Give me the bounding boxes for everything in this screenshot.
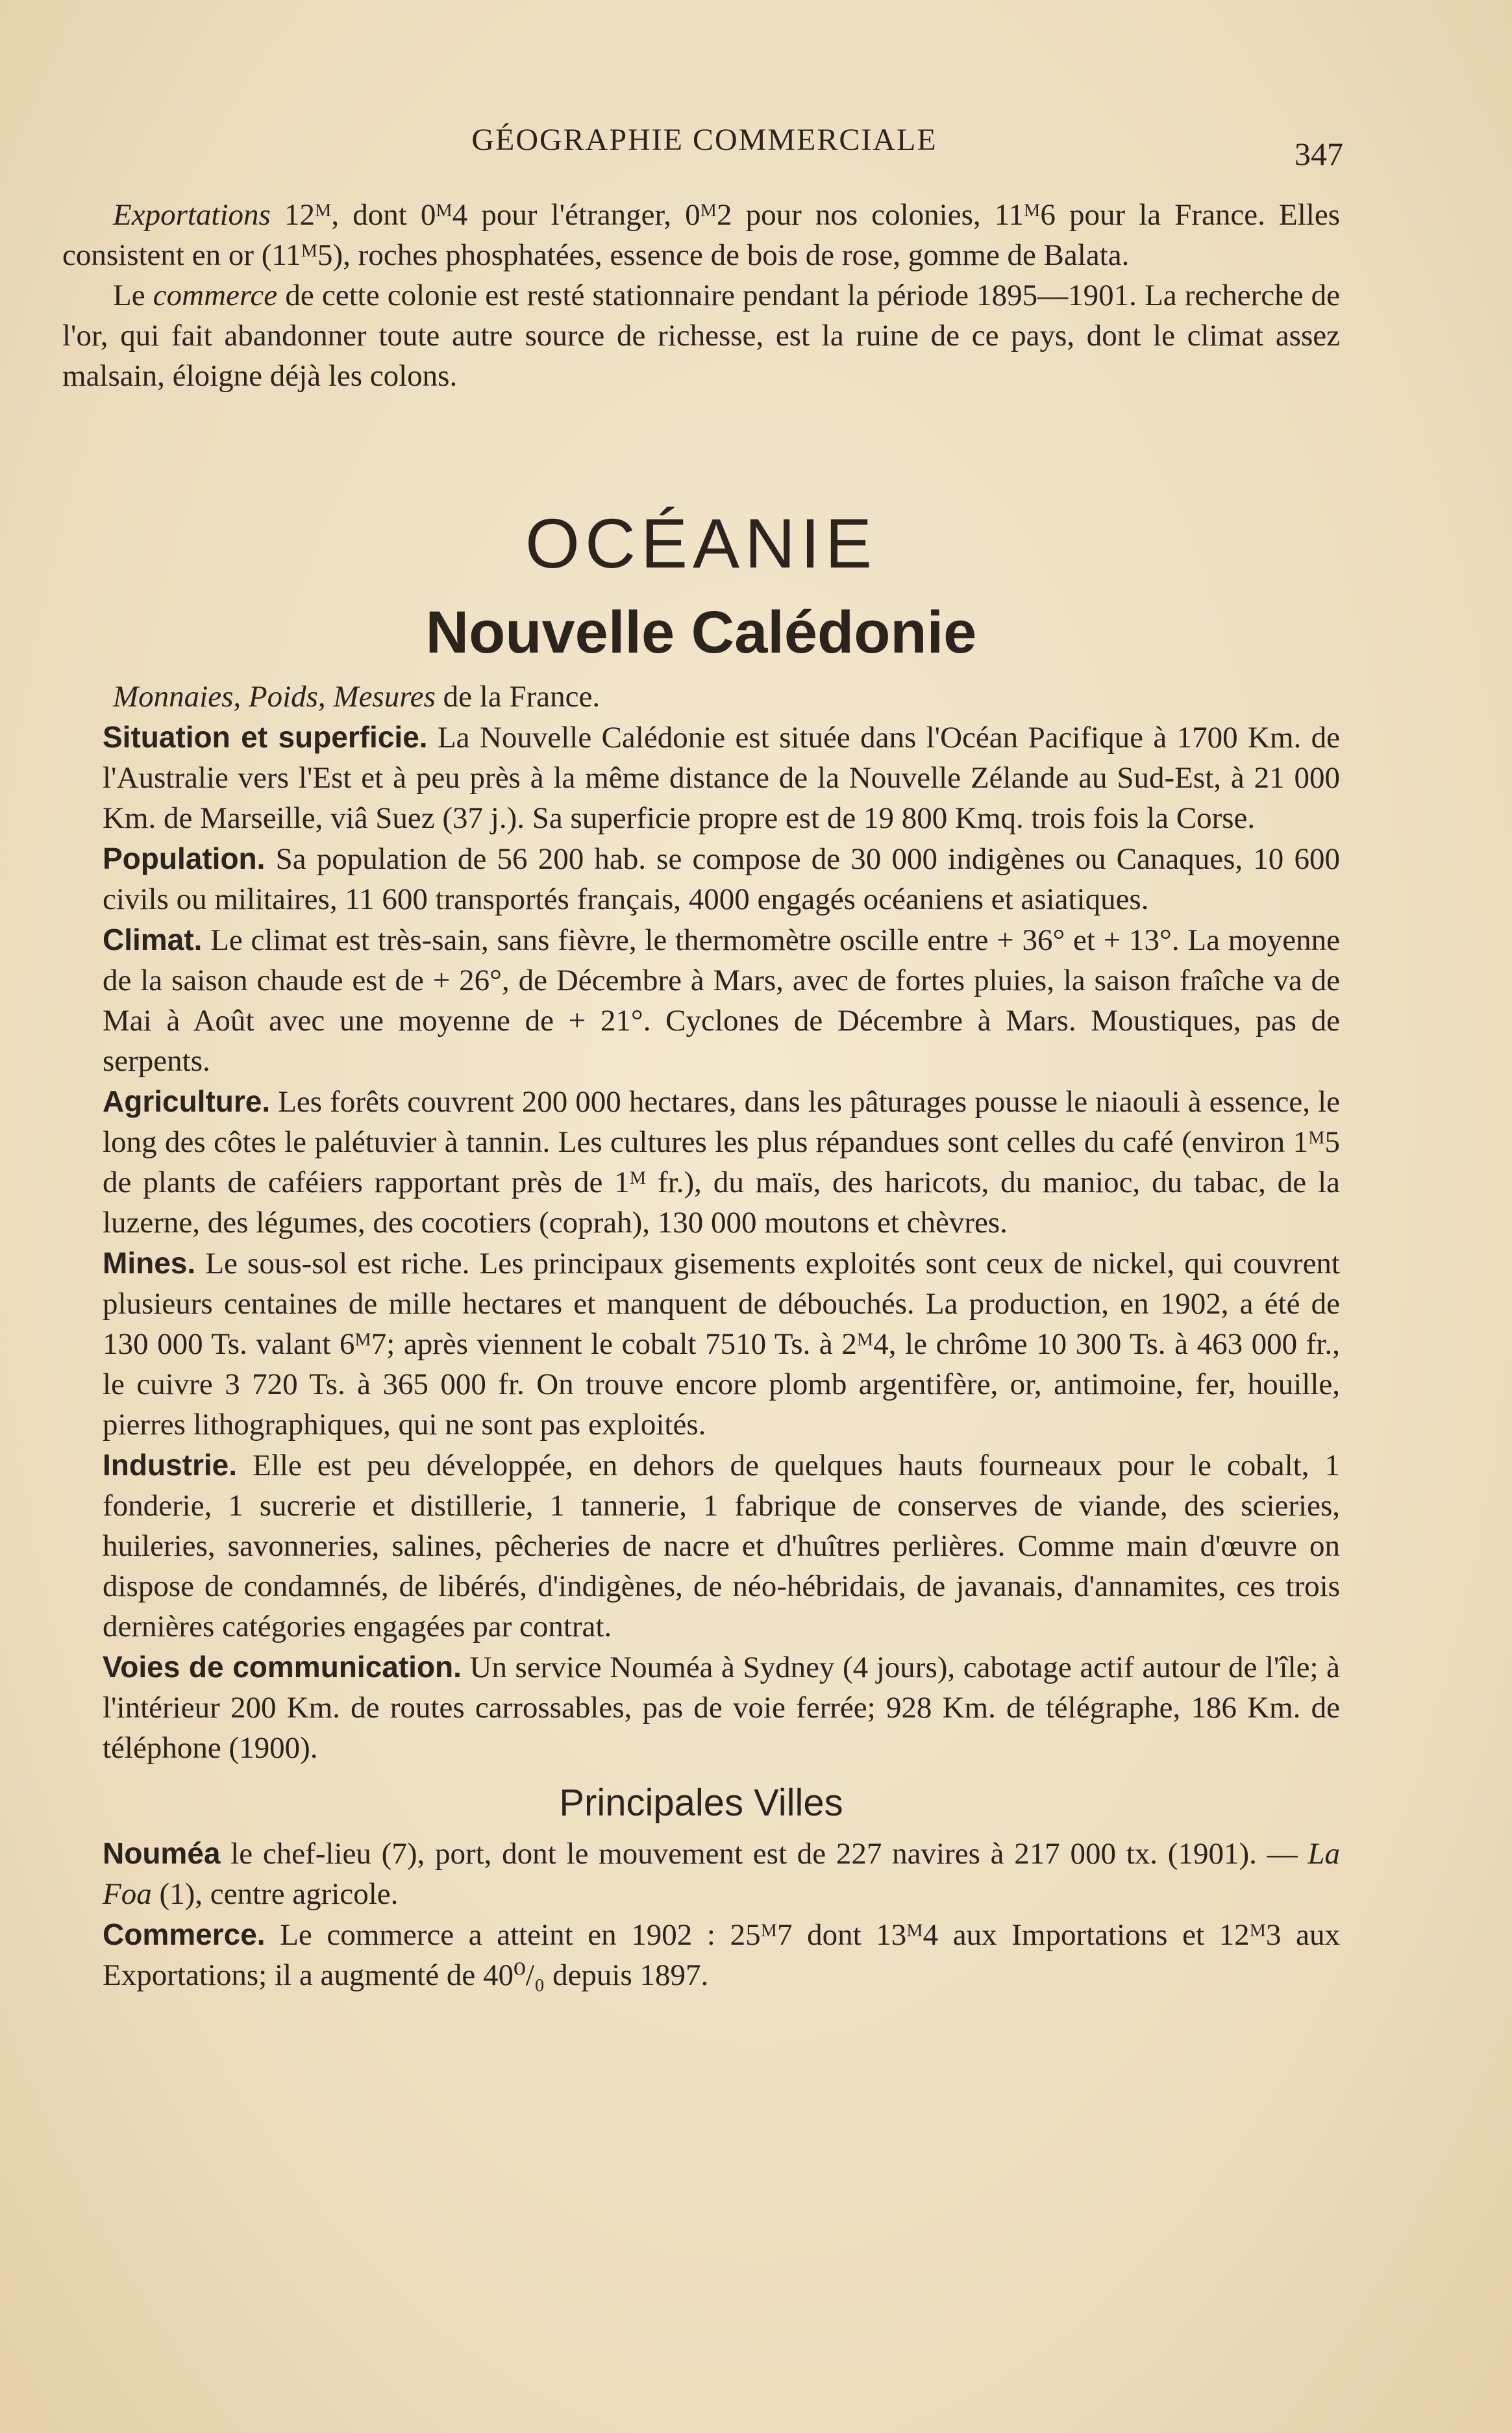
industrie-heading: Industrie. bbox=[103, 1448, 238, 1482]
exportations-paragraph bbox=[62, 195, 1340, 275]
lafoa-text: (1), centre agricole. bbox=[151, 1877, 399, 1911]
situation-paragraph bbox=[62, 717, 1340, 838]
population-heading: Population. bbox=[103, 842, 266, 875]
villes-heading: Principales Villes bbox=[559, 1782, 843, 1824]
agriculture-paragraph bbox=[62, 1081, 1340, 1243]
noumea-paragraph bbox=[62, 1833, 1340, 1914]
mines-paragraph bbox=[62, 1243, 1340, 1445]
section-title: OCÉANIE bbox=[525, 504, 878, 582]
situation-heading: Situation et superficie. bbox=[103, 720, 428, 754]
climat-text: Le climat est très-sain, sans fièvre, le thermomètre oscille entre + 36° et + 13°. La moyenne de la saison chaude est de + 26°, de Décembre à Mars, avec de fortes pluies, la saison fraîche va de Mai à Août avec une moyenne de + 21°. Cyclones de Décembre à Mars. Moustiques, pas de serpents. bbox=[103, 923, 1340, 1078]
agriculture-text: Les forêts couvrent 200 000 hectares, dans les pâturages pousse le niaouli à essence, le long des côtes le palétuvier à tannin. Les cultures les plus répandues sont celles du café (environ 1ᴹ5 de plants de caféiers rapportant près de 1ᴹ fr.), du maïs, des haricots, du manioc, du tabac, de la luzerne, des légumes, des cocotiers (coprah), 130 000 moutons et chèvres. bbox=[103, 1085, 1340, 1240]
monnaies-text: de la France. bbox=[435, 680, 601, 714]
commerce-total-text: Le commerce a atteint en 1902 : 25ᴹ7 dont 13ᴹ4 aux Importations et 12ᴹ3 aux Exportations; il a augmenté de 40⁰/₀ depuis 1897. bbox=[103, 1918, 1340, 1992]
commerce-total-paragraph bbox=[62, 1914, 1340, 1995]
agriculture-heading: Agriculture. bbox=[103, 1084, 271, 1118]
monnaies-paragraph bbox=[62, 677, 1340, 717]
commerce-start: Le bbox=[113, 279, 153, 312]
running-title: GÉOGRAPHIE COMMERCIALE bbox=[471, 123, 937, 157]
situation-text: La Nouvelle Calédonie est située dans l'Océan Pacifique à 1700 Km. de l'Australie vers l'Est et à peu près à la même distance de la Nouvelle Zélande au Sud-Est, à 21 000 Km. de Marseille, viâ Suez (37 j.). Sa superficie propre est de 19 800 Kmq. trois fois la Corse. bbox=[103, 721, 1341, 835]
commerce-label: commerce bbox=[153, 279, 278, 312]
industrie-paragraph bbox=[62, 1445, 1340, 1647]
page-number: 347 bbox=[1295, 136, 1343, 172]
page-body bbox=[62, 195, 1340, 1995]
industrie-text: Elle est peu développée, en dehors de quelques hauts fourneaux pour le cobalt, 1 fonderie, 1 sucrerie et distillerie, 1 tannerie, 1 fabrique de conserves de viande, des scieries, huileries, savonneries, salines, pêcheries de nacre et d'huîtres perlières. Comme main d'œuvre on dispose de condamnés, de libérés, d'indigènes, de néo-hébridais, de javanais, d'annamites, ces trois dernières catégories engagées par contrat. bbox=[103, 1449, 1340, 1643]
commerce-total-heading: Commerce. bbox=[103, 1917, 266, 1951]
commerce-text: de cette colonie est resté stationnaire pendant la période 1895—1901. La recherche de l'or, qui fait abandonner toute autre source de richesse, est la ruine de ce pays, dont le climat assez malsain, éloigne déjà les colons. bbox=[62, 279, 1340, 393]
lafoa-label: La Foa bbox=[103, 1837, 1340, 1911]
voies-paragraph bbox=[62, 1647, 1340, 1768]
voies-heading: Voies de communication. bbox=[103, 1650, 462, 1684]
monnaies-label: Monnaies, Poids, Mesures bbox=[113, 680, 436, 714]
mines-text: Le sous-sol est riche. Les principaux gisements exploités sont ceux de nickel, qui couvrent plusieurs centaines de mille hectares et manquent de débouchés. La production, en 1902, a été de 130 000 Ts. valant 6ᴹ7; après viennent le cobalt 7510 Ts. à 2ᴹ4, le chrôme 10 300 Ts. à 463 000 fr., le cuivre 3 720 Ts. à 365 000 fr. On trouve encore plomb argentifère, or, antimoine, fer, houille, pierres lithographiques, qui ne sont pas exploités. bbox=[103, 1247, 1340, 1441]
population-text: Sa population de 56 200 hab. se compose de 30 000 indigènes ou Canaques, 10 600 civils ou militaires, 11 600 transportés français, 4000 engagés océaniens et asiatiques. bbox=[103, 842, 1340, 916]
commerce-paragraph bbox=[62, 275, 1340, 396]
mines-heading: Mines. bbox=[103, 1246, 196, 1280]
population-paragraph bbox=[62, 838, 1340, 919]
voies-text: Un service Nouméa à Sydney (4 jours), cabotage actif autour de l'île; à l'intérieur 200 Km. de routes carrossables, pas de voie ferrée; 928 Km. de télégraphe, 186 Km. de téléphone (1900). bbox=[103, 1651, 1340, 1765]
exportations-label: Exportations bbox=[113, 198, 271, 232]
climat-heading: Climat. bbox=[103, 923, 203, 956]
noumea-heading: Nouméa bbox=[103, 1836, 221, 1870]
page-header bbox=[0, 116, 1512, 172]
section-subtitle: Nouvelle Calédonie bbox=[425, 599, 977, 666]
noumea-text: le chef-lieu (7), port, dont le mouvement est de 227 navires à 217 000 tx. (1901). — bbox=[220, 1837, 1308, 1871]
exportations-text: 12ᴹ, dont 0ᴹ4 pour l'étranger, 0ᴹ2 pour nos colonies, 11ᴹ6 pour la France. Elles consistent en or (11ᴹ5), roches phosphatées, essence de bois de rose, gomme de Balata. bbox=[62, 198, 1340, 272]
climat-paragraph bbox=[62, 919, 1340, 1081]
